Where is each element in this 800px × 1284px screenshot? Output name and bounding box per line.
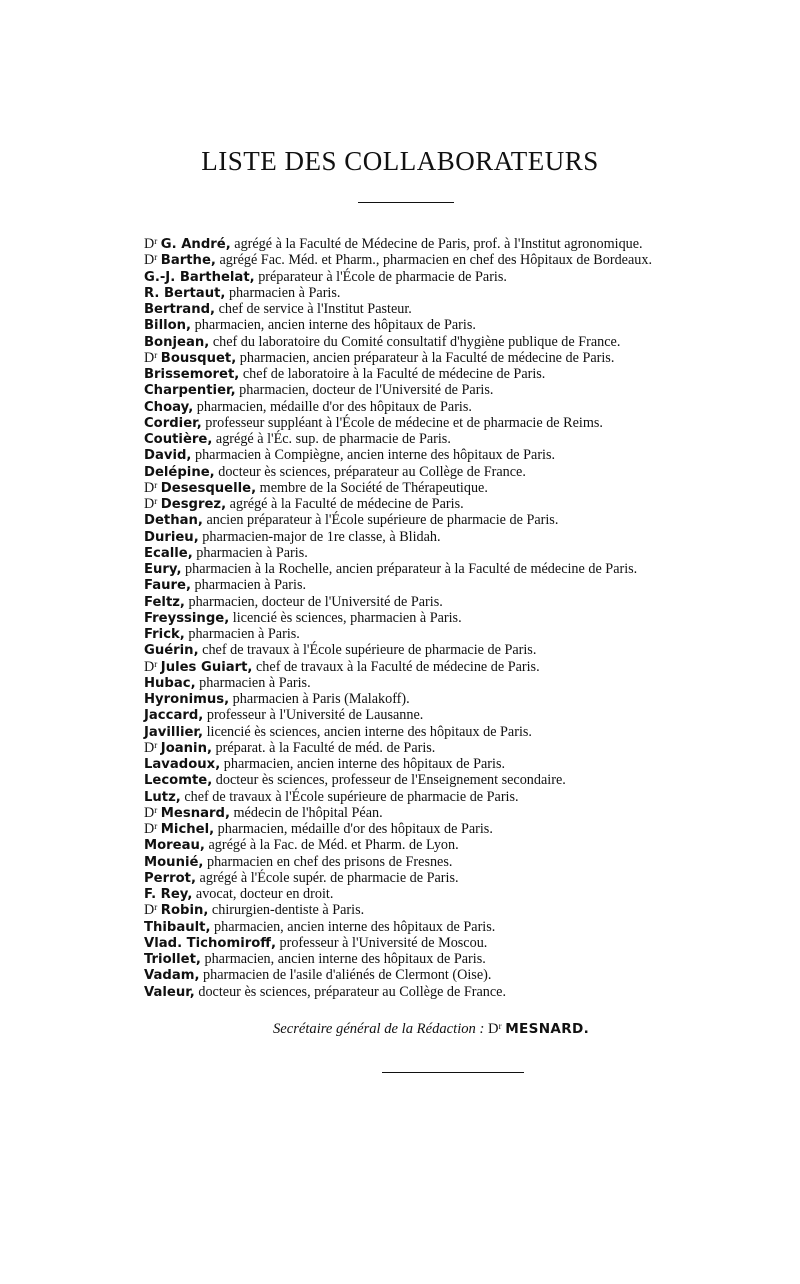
collaborator-description: ancien préparateur à l'École supérieure de pharmacie de Paris. bbox=[206, 512, 559, 529]
collaborator-name: Desgrez, bbox=[160, 497, 227, 512]
collaborator-name: Frick, bbox=[144, 627, 185, 642]
collaborator-description: pharmacien, médaille d'or des hôpitaux de Paris. bbox=[217, 821, 493, 837]
collaborator-description: pharmacien, docteur de l'Université de Paris. bbox=[239, 382, 494, 399]
collaborator-name: Jaccard, bbox=[144, 708, 204, 724]
collaborator-description: pharmacien de l'asile d'aliénés de Clermont (Oise). bbox=[203, 967, 492, 984]
collaborator-entry bbox=[144, 642, 784, 658]
collaborator-entry bbox=[144, 561, 784, 577]
collaborator-entry bbox=[144, 902, 784, 918]
collaborator-entry bbox=[144, 350, 784, 366]
collaborator-entry bbox=[144, 691, 784, 707]
collaborator-name: Valeur, bbox=[144, 984, 195, 1000]
secretary-label: Secrétaire général de la Rédaction : bbox=[272, 1021, 485, 1037]
collaborator-name: Bertrand, bbox=[144, 302, 216, 317]
collaborator-name: F. Rey, bbox=[144, 887, 193, 902]
collaborator-name: Lecomte, bbox=[144, 773, 213, 789]
collaborator-entry bbox=[144, 496, 784, 512]
collaborator-entry bbox=[144, 772, 784, 788]
collaborator-name: Bousquet, bbox=[160, 350, 237, 366]
title-prefix-letter: D bbox=[144, 479, 155, 496]
collaborator-name: David, bbox=[144, 448, 192, 464]
collaborator-entry bbox=[144, 529, 784, 545]
page-title: LISTE DES COLLABORATEURS bbox=[201, 146, 599, 176]
collaborator-name: Vadam, bbox=[144, 968, 200, 984]
collaborator-name: R. Bertaut, bbox=[144, 285, 226, 301]
collaborator-description: pharmacien, ancien interne des hôpitaux de Paris. bbox=[214, 918, 496, 935]
title-prefix bbox=[144, 659, 157, 675]
collaborator-entry bbox=[144, 724, 784, 740]
collaborator-description: agrégé à la Faculté de médecine de Paris. bbox=[229, 496, 464, 512]
collaborator-name: Brissemoret, bbox=[144, 367, 240, 382]
collaborator-description: agrégé à la Faculté de Médecine de Paris, prof. à l'Institut agronomique. bbox=[234, 236, 643, 252]
title-prefix bbox=[144, 350, 157, 366]
secretary-prefix-letter: D bbox=[488, 1021, 499, 1037]
collaborator-name: Eury, bbox=[144, 562, 182, 577]
collaborator-list bbox=[144, 236, 784, 1000]
collaborator-description: pharmacien, médaille d'or des hôpitaux de Paris. bbox=[196, 398, 472, 415]
collaborator-entry bbox=[144, 789, 784, 805]
title-prefix-letter: D bbox=[144, 804, 155, 821]
collaborator-name: G. André, bbox=[160, 237, 231, 252]
collaborator-name: Vlad. Tichomiroff, bbox=[144, 935, 276, 951]
collaborator-description: chef du laboratoire du Comité consultatif d'hygiène publique de France. bbox=[212, 333, 621, 350]
collaborator-name: Thibault, bbox=[144, 919, 211, 935]
collaborator-entry bbox=[144, 334, 784, 350]
collaborator-entry bbox=[144, 577, 784, 593]
collaborator-entry bbox=[144, 236, 784, 252]
collaborator-entry bbox=[144, 610, 784, 626]
title-prefix-letter: D bbox=[144, 739, 155, 756]
title-prefix-letter: D bbox=[144, 236, 155, 252]
collaborator-description: pharmacien à la Rochelle, ancien préparateur à la Faculté de médecine de Paris. bbox=[185, 561, 638, 577]
collaborator-description: licencié ès sciences, ancien interne des hôpitaux de Paris. bbox=[206, 723, 532, 740]
collaborator-entry bbox=[144, 659, 784, 675]
collaborator-name: Choay, bbox=[144, 399, 194, 415]
collaborator-description: médecin de l'hôpital Péan. bbox=[233, 804, 383, 821]
collaborator-entry bbox=[144, 399, 784, 415]
collaborator-entry bbox=[144, 821, 784, 837]
collaborator-entry bbox=[144, 707, 784, 723]
collaborator-entry bbox=[144, 382, 784, 398]
collaborator-name: Feltz, bbox=[144, 594, 185, 610]
collaborator-description: docteur ès sciences, préparateur au Collège de France. bbox=[218, 463, 526, 480]
title-prefix-sup: r bbox=[154, 821, 158, 831]
collaborator-name: Mounié, bbox=[144, 854, 204, 870]
title-prefix-letter: D bbox=[144, 902, 155, 919]
collaborator-entry bbox=[144, 919, 784, 935]
collaborator-entry bbox=[144, 886, 784, 902]
collaborator-name: Robin, bbox=[160, 903, 209, 919]
collaborator-name: Javillier, bbox=[144, 724, 204, 740]
collaborator-name: Billon, bbox=[144, 318, 192, 334]
collaborator-description: pharmacien à Paris. bbox=[199, 674, 311, 691]
title-prefix-sup: r bbox=[154, 739, 158, 750]
collaborator-description: chef de service à l'Institut Pasteur. bbox=[218, 301, 412, 317]
collaborator-entry bbox=[144, 984, 784, 1000]
collaborator-name: Ecalle, bbox=[144, 545, 193, 561]
collaborator-entry bbox=[144, 594, 784, 610]
collaborator-description: pharmacien, ancien préparateur à la Faculté de médecine de Paris. bbox=[239, 349, 615, 366]
collaborator-description: pharmacien, ancien interne des hôpitaux de Paris. bbox=[204, 951, 486, 967]
collaborator-description: agrégé à la Fac. de Méd. et Pharm. de Lyon. bbox=[208, 837, 459, 854]
collaborator-name: Desesquelle, bbox=[160, 480, 257, 496]
collaborator-entry bbox=[144, 464, 784, 480]
collaborator-entry bbox=[144, 756, 784, 772]
title-prefix-letter: D bbox=[144, 658, 155, 675]
collaborator-description: avocat, docteur en droit. bbox=[195, 886, 334, 902]
title-prefix-sup: r bbox=[154, 479, 158, 490]
collaborator-name: Freyssinge, bbox=[144, 610, 230, 626]
collaborator-description: pharmacien à Compiègne, ancien interne des hôpitaux de Paris. bbox=[194, 447, 556, 464]
collaborator-entry bbox=[144, 252, 784, 268]
title-prefix bbox=[144, 496, 157, 512]
collaborator-name: Mesnard, bbox=[160, 805, 230, 821]
collaborator-entry bbox=[144, 317, 784, 333]
closing-rule bbox=[382, 1072, 524, 1073]
collaborator-name: Perrot, bbox=[144, 870, 196, 886]
collaborator-entry bbox=[144, 740, 784, 756]
collaborator-name: Lavadoux, bbox=[144, 757, 221, 772]
collaborator-name: Barthe, bbox=[160, 253, 216, 269]
secretary-line bbox=[0, 1021, 800, 1038]
collaborator-entry bbox=[144, 431, 784, 447]
collaborator-description: pharmacien, docteur de l'Université de Paris. bbox=[188, 593, 443, 610]
collaborator-description: chef de travaux à l'École supérieure de pharmacie de Paris. bbox=[202, 642, 537, 659]
title-prefix-sup: r bbox=[154, 902, 158, 913]
title-prefix bbox=[144, 902, 157, 918]
collaborator-description: pharmacien à Paris. bbox=[188, 626, 300, 642]
collaborator-entry bbox=[144, 285, 784, 301]
title-rule bbox=[358, 202, 454, 203]
collaborator-description: chirurgien-dentiste à Paris. bbox=[211, 902, 365, 919]
collaborator-name: Cordier, bbox=[144, 415, 202, 431]
collaborator-description: pharmacien à Paris (Malakoff). bbox=[232, 691, 410, 707]
collaborator-description: chef de travaux à la Faculté de médecine de Paris. bbox=[256, 658, 540, 675]
collaborator-description: professeur à l'Université de Moscou. bbox=[279, 934, 488, 951]
collaborator-entry bbox=[144, 447, 784, 463]
title-prefix bbox=[144, 821, 157, 837]
collaborator-entry bbox=[144, 301, 784, 317]
collaborator-entry bbox=[144, 951, 784, 967]
collaborator-entry bbox=[144, 805, 784, 821]
collaborator-entry bbox=[144, 480, 784, 496]
collaborator-entry bbox=[144, 935, 784, 951]
collaborator-name: Michel, bbox=[160, 822, 215, 837]
collaborator-description: professeur à l'Université de Lausanne. bbox=[206, 707, 424, 724]
collaborator-description: agrégé à l'École supér. de pharmacie de Paris. bbox=[199, 869, 459, 886]
title-prefix-sup: r bbox=[154, 658, 158, 669]
collaborator-name: Durieu, bbox=[144, 529, 199, 545]
collaborator-description: pharmacien, ancien interne des hôpitaux de Paris. bbox=[223, 756, 506, 772]
collaborator-name: Hubac, bbox=[144, 675, 196, 691]
secretary-prefix-sup: r bbox=[498, 1021, 502, 1031]
collaborator-name: Moreau, bbox=[144, 838, 205, 854]
collaborator-description: agrégé Fac. Méd. et Pharm., pharmacien en chef des Hôpitaux de Bordeaux. bbox=[219, 252, 653, 269]
collaborator-entry bbox=[144, 870, 784, 886]
collaborator-name: Faure, bbox=[144, 578, 191, 594]
title-prefix bbox=[144, 740, 157, 756]
collaborator-entry bbox=[144, 366, 784, 382]
collaborator-description: professeur suppléant à l'École de médecine et de pharmacie de Reims. bbox=[205, 414, 603, 431]
title-prefix-letter: D bbox=[144, 821, 155, 837]
title-prefix bbox=[144, 252, 157, 268]
collaborator-name: Charpentier, bbox=[144, 383, 236, 399]
collaborator-description: pharmacien à Paris. bbox=[228, 284, 341, 301]
collaborator-entry bbox=[144, 512, 784, 528]
collaborator-name: Guérin, bbox=[144, 643, 199, 659]
collaborator-name: Delépine, bbox=[144, 464, 215, 480]
collaborator-entry bbox=[144, 415, 784, 431]
collaborator-name: Hyronimus, bbox=[144, 692, 230, 707]
title-prefix-letter: D bbox=[144, 349, 155, 366]
collaborator-description: chef de travaux à l'École supérieure de pharmacie de Paris. bbox=[184, 788, 519, 805]
collaborator-name: Jules Guiart, bbox=[160, 659, 253, 675]
collaborator-description: préparat. à la Faculté de méd. de Paris. bbox=[215, 739, 436, 756]
collaborator-name: Joanin, bbox=[160, 740, 212, 756]
collaborator-entry bbox=[144, 675, 784, 691]
title-prefix bbox=[144, 236, 157, 252]
collaborator-description: pharmacien en chef des prisons de Fresnes. bbox=[206, 853, 453, 870]
title-prefix-sup: r bbox=[154, 252, 158, 263]
collaborator-entry bbox=[144, 626, 784, 642]
title-prefix-sup: r bbox=[154, 496, 158, 506]
collaborator-entry bbox=[144, 269, 784, 285]
title-prefix-letter: D bbox=[144, 496, 155, 512]
title-prefix-letter: D bbox=[144, 252, 155, 269]
collaborator-description: préparateur à l'École de pharmacie de Paris. bbox=[258, 268, 507, 285]
collaborator-description: chef de laboratoire à la Faculté de médecine de Paris. bbox=[242, 366, 546, 382]
collaborator-entry bbox=[144, 837, 784, 853]
collaborator-description: pharmacien, ancien interne des hôpitaux de Paris. bbox=[194, 317, 476, 334]
collaborator-name: Lutz, bbox=[144, 789, 181, 805]
title-prefix-sup: r bbox=[154, 349, 158, 360]
title-prefix bbox=[144, 480, 157, 496]
collaborator-entry bbox=[144, 545, 784, 561]
collaborator-description: pharmacien-major de 1re classe, à Blidah. bbox=[202, 528, 441, 545]
secretary-name: MESNARD. bbox=[505, 1021, 590, 1037]
collaborator-entry bbox=[144, 967, 784, 983]
collaborator-name: Coutière, bbox=[144, 432, 213, 447]
collaborator-description: pharmacien à Paris. bbox=[194, 577, 307, 594]
collaborator-description: membre de la Société de Thérapeutique. bbox=[259, 479, 488, 496]
collaborator-name: Dethan, bbox=[144, 513, 203, 529]
collaborator-name: G.-J. Barthelat, bbox=[144, 269, 255, 285]
collaborator-description: agrégé à l'Éc. sup. de pharmacie de Paris. bbox=[215, 431, 451, 447]
collaborator-name: Triollet, bbox=[144, 952, 201, 967]
secretary-title-prefix bbox=[488, 1021, 502, 1037]
collaborator-description: pharmacien à Paris. bbox=[196, 544, 308, 561]
collaborator-entry bbox=[144, 854, 784, 870]
title-prefix-sup: r bbox=[154, 236, 158, 246]
collaborator-description: docteur ès sciences, préparateur au Collège de France. bbox=[198, 983, 507, 1000]
collaborator-description: licencié ès sciences, pharmacien à Paris. bbox=[232, 609, 462, 626]
title-prefix-sup: r bbox=[154, 804, 158, 815]
title-prefix bbox=[144, 805, 157, 821]
collaborator-name: Bonjean, bbox=[144, 334, 210, 350]
collaborator-description: docteur ès sciences, professeur de l'Enseignement secondaire. bbox=[215, 772, 566, 789]
